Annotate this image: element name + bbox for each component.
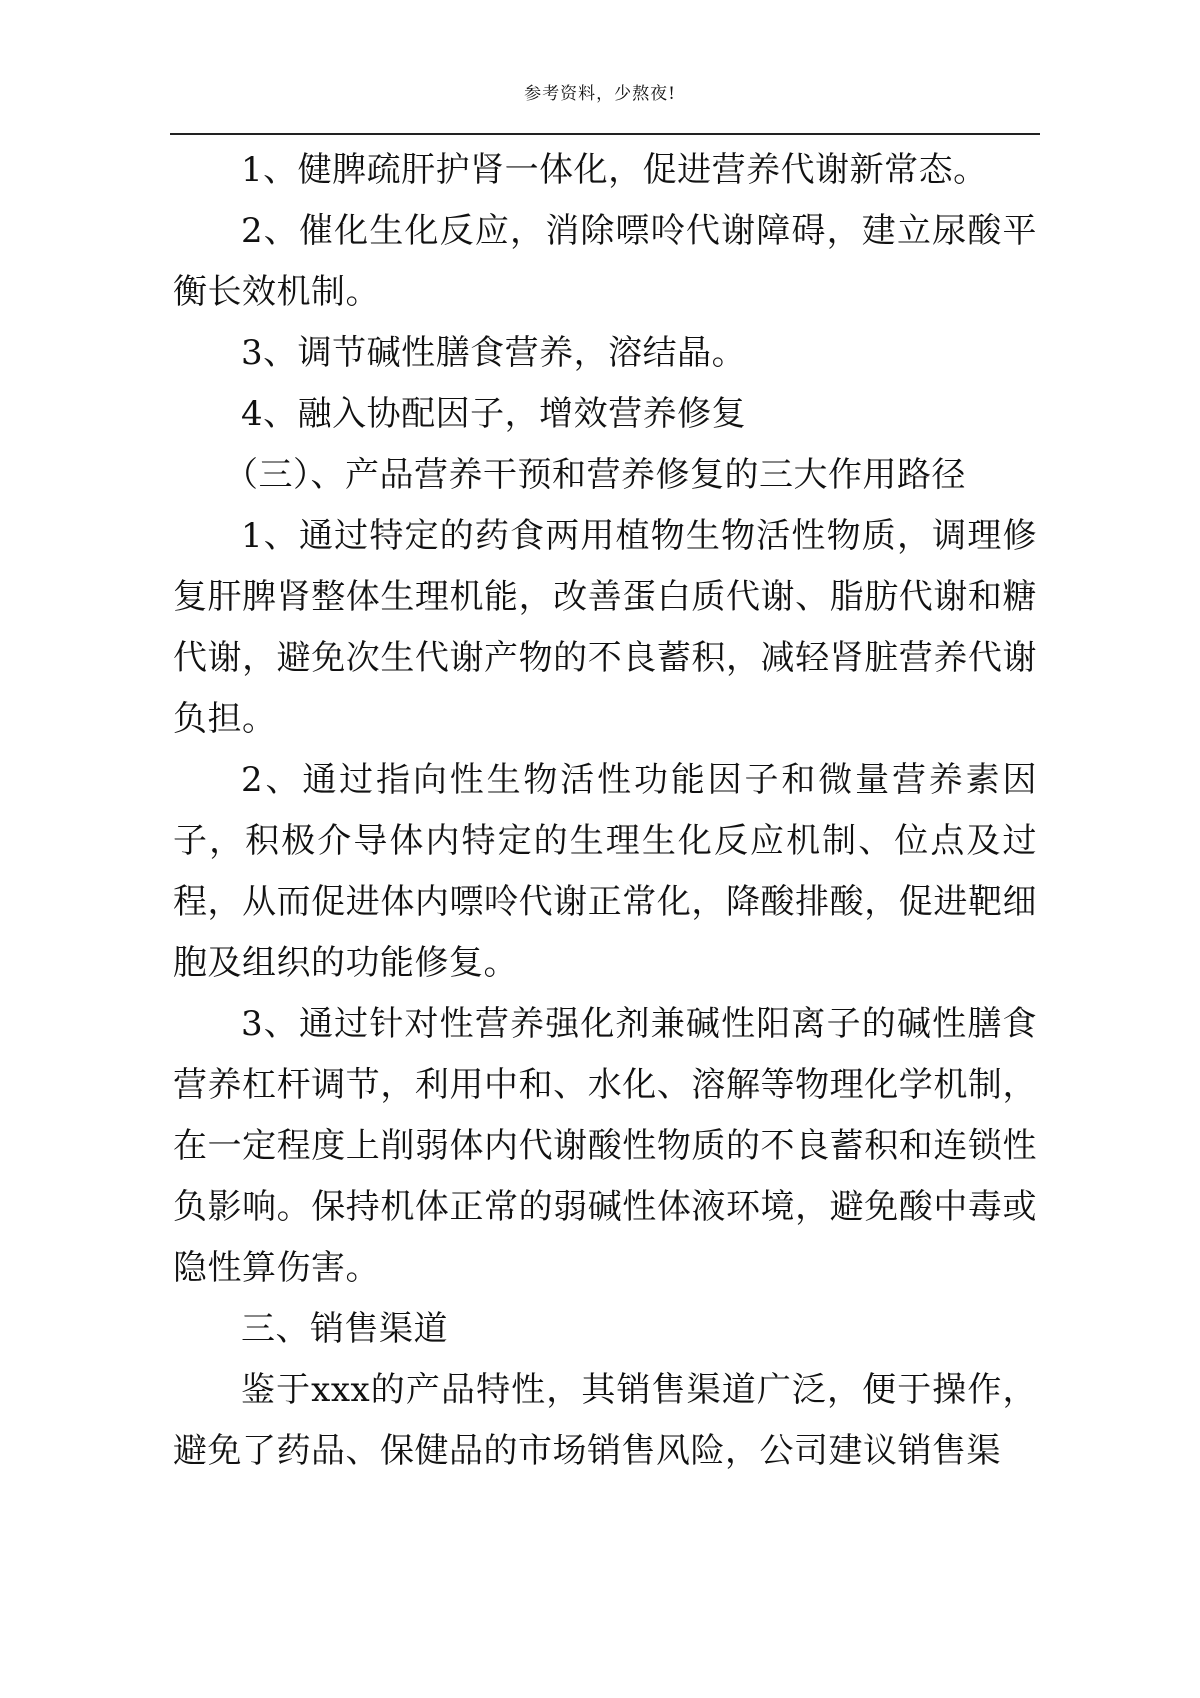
path-item-2: 2、通过指向性生物活性功能因子和微量营养素因子，积极介导体内特定的生理生化反应机制、位点及过程，从而促进体内嘌呤代谢正常化，降酸排酸，促进靶细胞及组织的功能修复。 — [173, 760, 1037, 983]
header-divider — [170, 133, 1040, 135]
section-heading-three-paths: （三）、产品营养干预和营养修复的三大作用路径 — [224, 455, 966, 495]
page-header: 参考资料，少熬夜! — [524, 84, 676, 104]
path-item-1: 1、通过特定的药食两用植物生物活性物质，调理修复肝脾肾整体生理机能，改善蛋白质代谢、脂肪代谢和糖代谢，避免次生代谢产物的不良蓄积，减轻肾脏营养代谢负担。 — [173, 516, 1037, 739]
list-item-4: 4、融入协配因子，增效营养修复 — [241, 394, 747, 434]
sales-channels-paragraph: 鉴于xxx的产品特性，其销售渠道广泛，便于操作，避免了药品、保健品的市场销售风险，公司建议销售渠 — [173, 1370, 1037, 1471]
section-heading-sales-channels: 三、销售渠道 — [241, 1309, 448, 1349]
list-item-2: 2、催化生化反应，消除嘌呤代谢障碍，建立尿酸平衡长效机制。 — [173, 211, 1037, 312]
list-item-1: 1、健脾疏肝护肾一体化，促进营养代谢新常态。 — [241, 150, 988, 190]
path-item-3: 3、通过针对性营养强化剂兼碱性阳离子的碱性膳食营养杠杆调节，利用中和、水化、溶解等物理化学机制，在一定程度上削弱体内代谢酸性物质的不良蓄积和连锁性负影响。保持机体正常的弱碱性体液环境，避免酸中毒或隐性算伤害。 — [173, 1004, 1037, 1288]
list-item-3: 3、调节碱性膳食营养，溶结晶。 — [241, 333, 747, 373]
document-body — [173, 140, 1037, 1482]
